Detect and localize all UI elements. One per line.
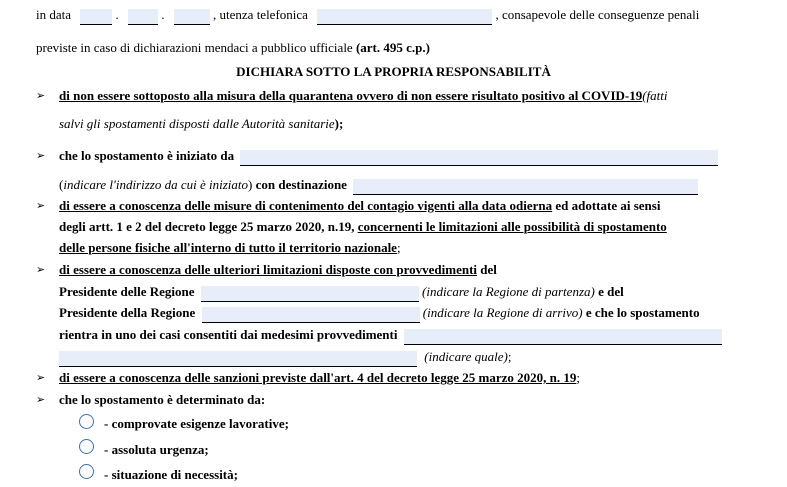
item-regional-limits: di essere a conoscenza delle ulteriori limitazioni disposte con provvedimenti del	[59, 262, 497, 277]
declaration-heading: DICHIARA SOTTO LA PROPRIA RESPONSABILITÀ	[236, 64, 551, 79]
allowed-case-continued-line: (indicare quale);	[59, 349, 512, 367]
item-destination: (indicare l'indirizzo da cui è iniziato) con destinazione	[59, 177, 698, 195]
allowed-case-line: rientra in uno dei casi consentiti dai medesimi provvedimenti	[59, 327, 722, 345]
destination-address-field[interactable]	[353, 179, 698, 195]
quarantine-note: (fatti	[642, 88, 668, 103]
allowed-case-field[interactable]	[404, 329, 722, 345]
departure-label: che lo spostamento è iniziato da	[59, 148, 235, 163]
date-day-field[interactable]	[80, 9, 112, 25]
label-in-data: in data	[36, 7, 72, 22]
penal-consequences-line	[36, 40, 430, 56]
item-sanctions: di essere a conoscenza delle sanzioni previste dall'art. 4 del decreto legge 25 marzo 2020, n. 19;	[59, 370, 581, 385]
item-containment-line1: di essere a conoscenza delle misure di contenimento del contagio vigenti alla data odierna ed adottate ai sensi	[59, 198, 661, 213]
allowed-case-field-continued[interactable]	[59, 351, 417, 367]
date-phone-line	[36, 7, 699, 25]
label-previste: previste in caso di dichiarazioni mendaci a pubblico ufficiale	[36, 40, 353, 55]
destination-label: con destinazione	[255, 177, 347, 192]
item-quarantine	[59, 88, 668, 104]
bullet-arrow-icon: ➢	[36, 199, 46, 212]
date-separator: .	[115, 7, 119, 22]
option-necessity: - situazione di necessità;	[104, 467, 238, 482]
allowed-case-hint: (indicare quale)	[424, 349, 508, 364]
item-containment-line3: delle persone fisiche all'interno di tutto il territorio nazionale;	[59, 240, 401, 255]
arrival-region-hint: (indicare la Regione di arrivo)	[422, 305, 583, 320]
item-quarantine-continued: salvi gli spostamenti disposti dalle Autorità sanitarie);	[59, 116, 344, 131]
item-departure	[59, 148, 718, 166]
departure-address-field[interactable]	[240, 150, 718, 166]
item-containment-line2: degli artt. 1 e 2 del decreto legge 25 marzo 2020, n.19, concernenti le limitazioni alle possibilità di spostamento	[59, 219, 667, 234]
radio-urgency[interactable]	[79, 439, 94, 454]
article-reference: (art. 495 c.p.)	[355, 40, 430, 55]
departure-region-hint: (indicare la Regione di partenza)	[422, 284, 595, 299]
departure-hint: indicare l'indirizzo da cui è iniziato	[63, 177, 248, 192]
date-month-field[interactable]	[128, 9, 158, 25]
date-separator: .	[161, 7, 165, 22]
label-utenza-telefonica: , utenza telefonica	[213, 7, 308, 22]
bullet-arrow-icon: ➢	[36, 393, 46, 406]
radio-work-needs[interactable]	[79, 414, 94, 429]
bullet-arrow-icon: ➢	[36, 149, 46, 162]
radio-necessity[interactable]	[79, 464, 94, 479]
bullet-arrow-icon: ➢	[36, 263, 46, 276]
option-work-needs: - comprovate esigenze lavorative;	[104, 416, 289, 431]
arrival-region-field[interactable]	[202, 307, 420, 323]
option-urgency: - assoluta urgenza;	[104, 442, 209, 457]
bullet-arrow-icon: ➢	[36, 371, 46, 384]
label-consapevole: , consapevole delle conseguenze penali	[495, 7, 700, 22]
departure-region-line: Presidente delle Regione (indicare la Regione di partenza) e del	[59, 284, 624, 302]
date-year-field[interactable]	[174, 9, 210, 25]
quarantine-statement: di non essere sottoposto alla misura della quarantena ovvero di non essere risultato positivo al COVID-19	[59, 88, 643, 103]
departure-region-field[interactable]	[201, 286, 419, 302]
item-reason: che lo spostamento è determinato da:	[59, 392, 266, 407]
arrival-region-line: Presidente della Regione (indicare la Regione di arrivo) e che lo spostamento	[59, 305, 700, 323]
phone-number-field[interactable]	[317, 9, 492, 25]
quarantine-note-continued: salvi gli spostamenti disposti dalle Autorità sanitarie	[59, 116, 335, 131]
bullet-arrow-icon: ➢	[36, 89, 46, 102]
